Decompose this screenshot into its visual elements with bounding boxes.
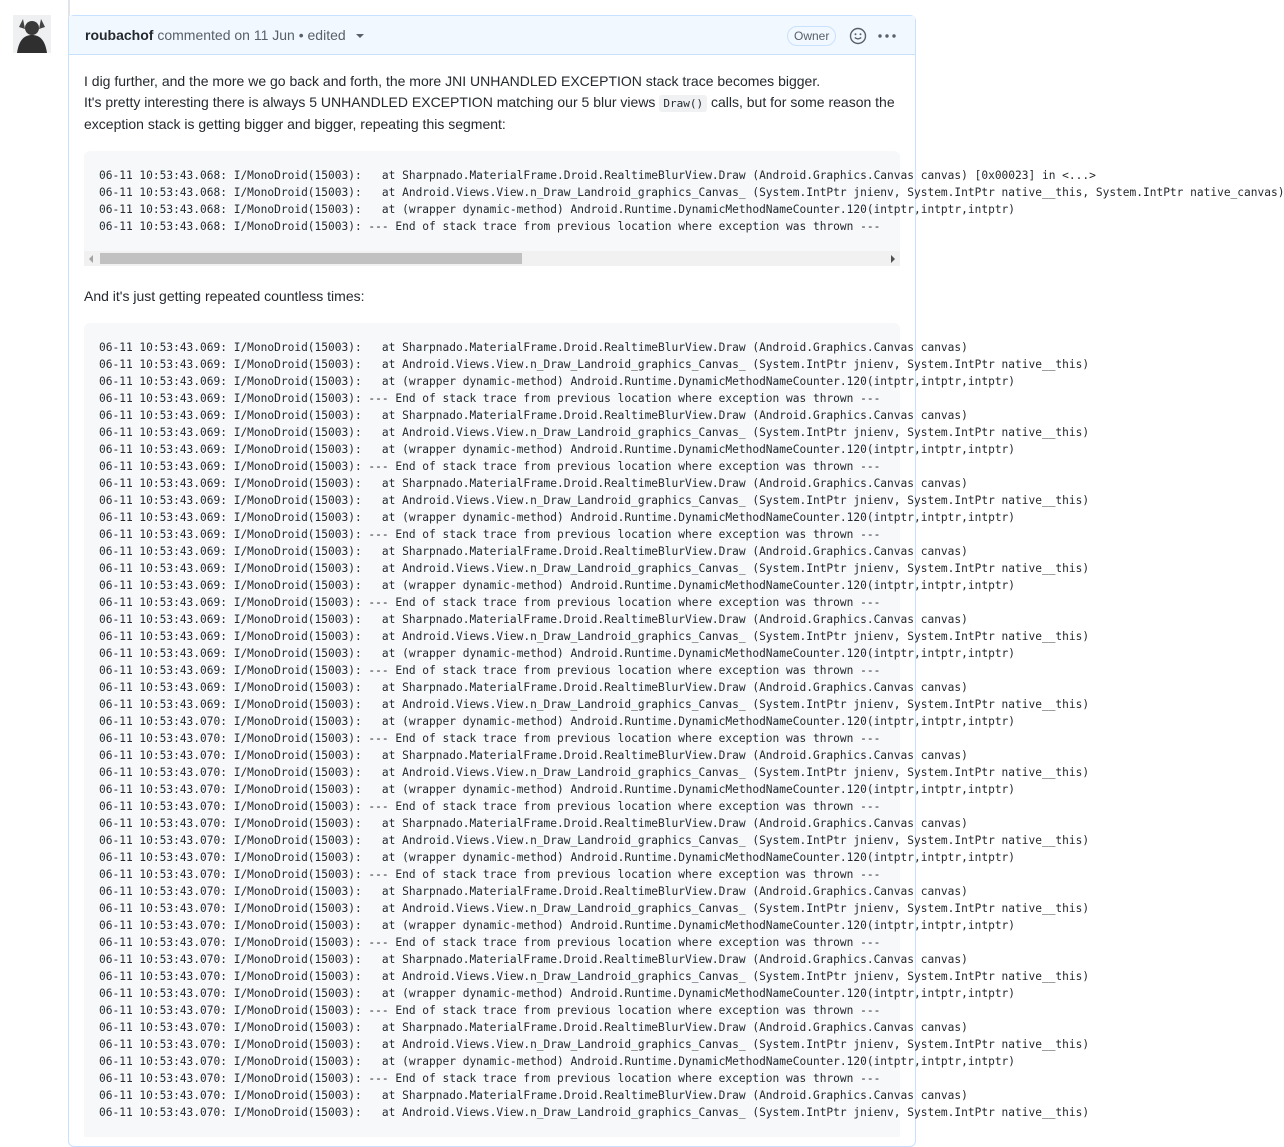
code-block-1 xyxy=(84,151,1284,266)
paragraph-line-2-post: calls, but for some reason the exception stack is getting bigger and bigger, repeating this segment: xyxy=(84,94,895,132)
horizontal-scrollbar[interactable] xyxy=(84,251,900,266)
scrollbar-thumb[interactable] xyxy=(100,253,522,264)
paragraph-line-2-pre: It's pretty interesting there is always 5 UNHANDLED EXCEPTION matching our 5 blur views xyxy=(84,94,660,110)
code-block-1-text: 06-11 10:53:43.068: I/MonoDroid(15003): at Sharpnado.MaterialFrame.Droid.RealtimeBlurView.Draw (Android.Graphics.Canvas canvas) [0x00023] in <...> 06-11 10:53:43.068: I/MonoDroid(15003): at Android.Views.View.n_Draw_Landroid_graphics_Canvas_ (System.IntPtr jnienv, System.IntPtr native__this, System.IntPtr native_canvas) 06-11 10:53:43.068: I/MonoDroid(15003): at (wrapper dynamic-method) Android.Runtime.DynamicMethodNameCounter.120(intptr,intptr,intptr) 06-11 10:53:43.068: I/MonoDroid(15003): --- End of stack trace from previous location where exception was thrown --- xyxy=(99,169,1284,233)
code-block-2 xyxy=(84,323,1090,1137)
comment-paragraph xyxy=(84,71,900,135)
chevron-down-icon[interactable] xyxy=(356,34,364,38)
comment-meta xyxy=(85,27,364,43)
owner-badge: Owner xyxy=(787,26,836,46)
comment-header xyxy=(69,16,915,55)
code-block-2-text: 06-11 10:53:43.069: I/MonoDroid(15003): at Sharpnado.MaterialFrame.Droid.RealtimeBlurView.Draw (Android.Graphics.Canvas canvas) 06-11 10:53:43.069: I/MonoDroid(15003): at Android.Views.View.n_Draw_Landroid_graphics_Canvas_ (System.IntPtr jnienv, System.IntPtr native__this) 06-11 10:53:43.069: I/MonoDroid(15003): at (wrapper dynamic-method) Android.Runtime.DynamicMethodNameCounter.120(intptr,intptr,intptr) 06-11 10:53:43.069: I/MonoDroid(15003): --- End of stack trace from previous location where exception was thrown --- 06-11 10:53:43.069: I/MonoDroid(15003): at Sharpnado.MaterialFrame.Droid.RealtimeBlurView.Draw (Android.Graphics.Canvas canvas) 06-11 10:53:43.069: I/MonoDroid(15003): at Android.Views.View.n_Draw_Landroid_graphics_Canvas_ (System.IntPtr jnienv, System.IntPtr native__this) 06-11 10:53:43.069: I/MonoDroid(15003): at (wrapper dynamic-method) Android.Runtime.DynamicMethodNameCounter.120(intptr,intptr,intptr) 06-11 10:53:43.069: I/MonoDroid(15003): --- End of stack trace from previous location where exception was thrown --- 06-11 10:53:43.069: I/MonoDroid(15003): at Sharpnado.MaterialFrame.Droid.RealtimeBlurView.Draw (Android.Graphics.Canvas canvas) 06-11 10:53:43.069: I/MonoDroid(15003): at Android.Views.View.n_Draw_Landroid_graphics_Canvas_ (System.IntPtr jnienv, System.IntPtr native__this) 06-11 10:53:43.069: I/MonoDroid(15003): at (wrapper dynamic-method) Android.Runtime.DynamicMethodNameCounter.120(intptr,intptr,intptr) 06-11 10:53:43.069: I/MonoDroid(15003): --- End of stack trace from previous location where exception was thrown --- 06-11 10:53:43.069: I/MonoDroid(15003): at Sharpnado.MaterialFrame.Droid.RealtimeBlurView.Draw (Android.Graphics.Canvas canvas) 06-11 10:53:43.069: I/MonoDroid(15003): at Android.Views.View.n_Draw_Landroid_graphics_Canvas_ (System.IntPtr jnienv, System.IntPtr native__this) 06-11 10:53:43.069: I/MonoDroid(15003): at (wrapper dynamic-method) Android.Runtime.DynamicMethodNameCounter.120(intptr,intptr,intptr) 06-11 10:53:43.069: I/MonoDroid(15003): --- End of stack trace from previous location where exception was thrown --- 06-11 10:53:43.069: I/MonoDroid(15003): at Sharpnado.MaterialFrame.Droid.RealtimeBlurView.Draw (Android.Graphics.Canvas canvas) 06-11 10:53:43.069: I/MonoDroid(15003): at Android.Views.View.n_Draw_Landroid_graphics_Canvas_ (System.IntPtr jnienv, System.IntPtr native__this) 06-11 10:53:43.069: I/MonoDroid(15003): at (wrapper dynamic-method) Android.Runtime.DynamicMethodNameCounter.120(intptr,intptr,intptr) 06-11 10:53:43.069: I/MonoDroid(15003): --- End of stack trace from previous location where exception was thrown --- 06-11 10:53:43.069: I/MonoDroid(15003): at Sharpnado.MaterialFrame.Droid.RealtimeBlurView.Draw (Android.Graphics.Canvas canvas) 06-11 10:53:43.069: I/MonoDroid(15003): at Android.Views.View.n_Draw_Landroid_graphics_Canvas_ (System.IntPtr jnienv, System.IntPtr native__this) 06-11 10:53:43.070: I/MonoDroid(15003): at (wrapper dynamic-method) Android.Runtime.DynamicMethodNameCounter.120(intptr,intptr,intptr) 06-11 10:53:43.070: I/MonoDroid(15003): --- End of stack trace from previous location where exception was thrown --- 06-11 10:53:43.070: I/MonoDroid(15003): at Sharpnado.MaterialFrame.Droid.RealtimeBlurView.Draw (Android.Graphics.Canvas canvas) 06-11 10:53:43.070: I/MonoDroid(15003): at Android.Views.View.n_Draw_Landroid_graphics_Canvas_ (System.IntPtr jnienv, System.IntPtr native__this) 06-11 10:53:43.070: I/MonoDroid(15003): at (wrapper dynamic-method) Android.Runtime.DynamicMethodNameCounter.120(intptr,intptr,intptr) 06-11 10:53:43.070: I/MonoDroid(15003): --- End of stack trace from previous location where exception was thrown --- 06-11 10:53:43.070: I/MonoDroid(15003): at Sharpnado.MaterialFrame.Droid.RealtimeBlurView.Draw (Android.Graphics.Canvas canvas) 06-11 10:53:43.070: I/MonoDroid(15003): at Android.Views.View.n_Draw_Landroid_graphics_Canvas_ (System.IntPtr jnienv, System.IntPtr native__this) 06-11 10:53:43.070: I/MonoDroid(15003): at (wrapper dynamic-method) Android.Runtime.DynamicMethodNameCounter.120(intptr,intptr,intptr) 06-11 10:53:43.070: I/MonoDroid(15003): --- End of stack trace from previous location where exception was thrown --- 06-11 10:53:43.070: I/MonoDroid(15003): at Sharpnado.MaterialFrame.Droid.RealtimeBlurView.Draw (Android.Graphics.Canvas canvas) 06-11 10:53:43.070: I/MonoDroid(15003): at Android.Views.View.n_Draw_Landroid_graphics_Canvas_ (System.IntPtr jnienv, System.IntPtr native__this) 06-11 10:53:43.070: I/MonoDroid(15003): at (wrapper dynamic-method) Android.Runtime.DynamicMethodNameCounter.120(intptr,intptr,intptr) 06-11 10:53:43.070: I/MonoDroid(15003): --- End of stack trace from previous location where exception was thrown --- 06-11 10:53:43.070: I/MonoDroid(15003): at Sharpnado.MaterialFrame.Droid.RealtimeBlurView.Draw (Android.Graphics.Canvas canvas) 06-11 10:53:43.070: I/MonoDroid(15003): at Android.Views.View.n_Draw_Landroid_graphics_Canvas_ (System.IntPtr jnienv, System.IntPtr native__this) 06-11 10:53:43.070: I/MonoDroid(15003): at (wrapper dynamic-method) Android.Runtime.DynamicMethodNameCounter.120(intptr,intptr,intptr) 06-11 10:53:43.070: I/MonoDroid(15003): --- End of stack trace from previous location where exception was thrown --- 06-11 10:53:43.070: I/MonoDroid(15003): at Sharpnado.MaterialFrame.Droid.RealtimeBlurView.Draw (Android.Graphics.Canvas canvas) 06-11 10:53:43.070: I/MonoDroid(15003): at Android.Views.View.n_Draw_Landroid_graphics_Canvas_ (System.IntPtr jnienv, System.IntPtr native__this) 06-11 10:53:43.070: I/MonoDroid(15003): at (wrapper dynamic-method) Android.Runtime.DynamicMethodNameCounter.120(intptr,intptr,intptr) 06-11 10:53:43.070: I/MonoDroid(15003): --- End of stack trace from previous location where exception was thrown --- 06-11 10:53:43.070: I/MonoDroid(15003): at Sharpnado.MaterialFrame.Droid.RealtimeBlurView.Draw (Android.Graphics.Canvas canvas) 06-11 10:53:43.070: I/MonoDroid(15003): at Android.Views.View.n_Draw_Landroid_graphics_Canvas_ (System.IntPtr jnienv, System.IntPtr native__this) xyxy=(99,341,1090,1119)
author-link[interactable]: roubachof xyxy=(85,27,154,43)
paragraph-line-1: I dig further, and the more we go back and forth, the more JNI UNHANDLED EXCEPTION stack trace becomes bigger. xyxy=(84,73,821,89)
scroll-right-icon[interactable] xyxy=(891,255,895,263)
comment-meta-text[interactable]: commented on 11 Jun • edited xyxy=(157,27,346,43)
scroll-left-icon[interactable] xyxy=(89,255,93,263)
kebab-horizontal-icon[interactable] xyxy=(877,28,897,44)
avatar[interactable] xyxy=(13,15,51,53)
comment-paragraph-2: And it's just getting repeated countless times: xyxy=(84,288,365,304)
smiley-icon[interactable] xyxy=(849,27,867,45)
inline-code: Draw() xyxy=(659,95,707,112)
comment-body xyxy=(69,55,1284,1137)
avatar-icon xyxy=(13,15,51,53)
comment-card xyxy=(68,15,1284,1147)
